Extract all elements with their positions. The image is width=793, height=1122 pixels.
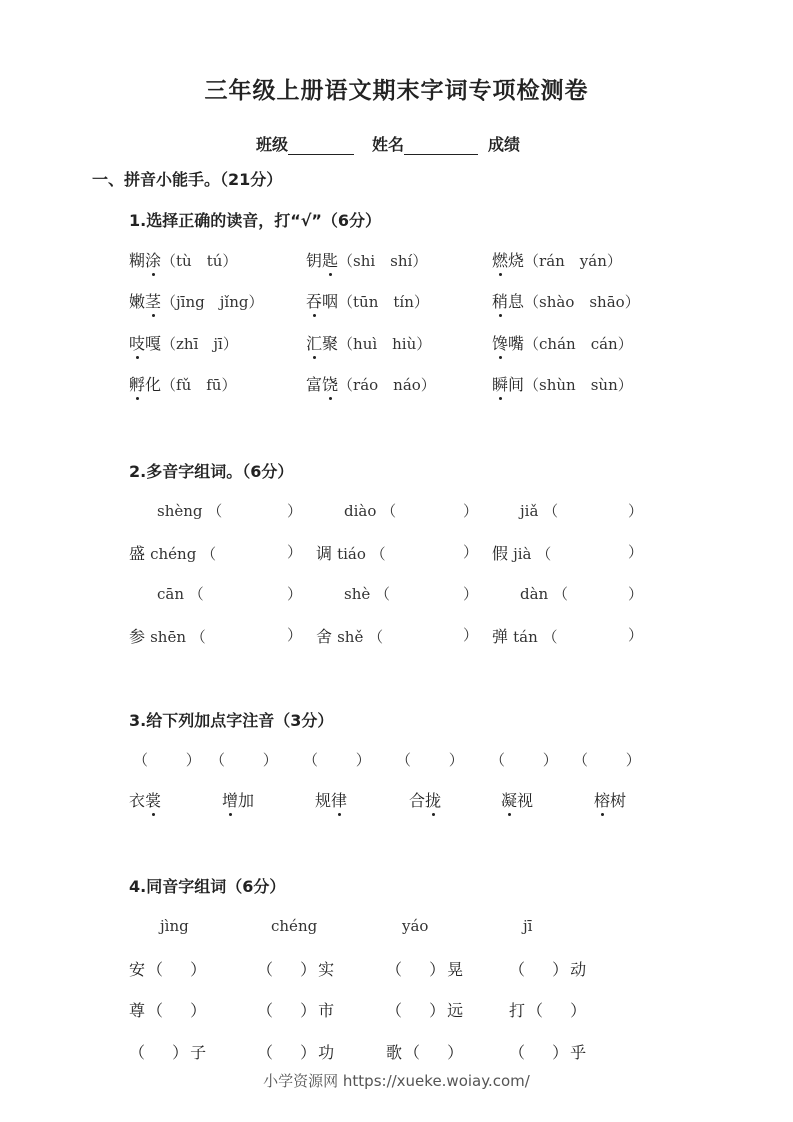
dotted-char: 汇	[306, 331, 322, 354]
answer-blank[interactable]: （ ）	[490, 751, 564, 769]
class-label: 班级	[256, 135, 289, 154]
word	[222, 791, 254, 810]
homophone-blank[interactable]: （ ）乎	[509, 1043, 589, 1062]
q2-heading: 2.多音字组词。（6分）	[129, 462, 294, 481]
char: 合	[409, 791, 426, 810]
char: 钥	[306, 251, 323, 270]
close-paren: ）	[287, 543, 303, 561]
pinyin-options[interactable]: （fǔ fū）	[161, 376, 237, 394]
pinyin: tán （	[513, 628, 558, 646]
pronunciation-item[interactable]	[306, 248, 427, 271]
dotted-char: 饶	[322, 372, 338, 395]
char: 富	[306, 375, 323, 394]
dotted-char: 增	[222, 788, 238, 811]
pronunciation-item[interactable]	[129, 372, 236, 395]
homophone-blank[interactable]: 打（ ）	[509, 1001, 589, 1020]
word	[594, 791, 626, 810]
pinyin-options[interactable]: （huì hiù）	[338, 335, 432, 353]
word	[492, 334, 524, 353]
polyphone-char: 舍	[316, 627, 338, 646]
q1-heading: 1.选择正确的读音，打“√”（6分）	[129, 211, 382, 230]
pinyin: tiáo （	[337, 545, 386, 563]
char: 嘎	[145, 334, 162, 353]
polyphone-char: 弹	[492, 627, 514, 646]
char: 烧	[508, 251, 525, 270]
homophone-pinyin: jī	[523, 917, 533, 935]
name-blank[interactable]	[404, 138, 478, 155]
close-paren: ）	[287, 502, 303, 520]
name-label: 姓名	[372, 135, 405, 154]
polyphone-reading[interactable]	[492, 624, 558, 647]
close-paren: ）	[287, 626, 303, 644]
pinyin: shèng （	[157, 502, 223, 520]
pinyin-options[interactable]: （zhī jī）	[161, 335, 238, 353]
dotted-char: 律	[331, 788, 347, 811]
dotted-word	[594, 788, 626, 811]
class-blank[interactable]	[288, 138, 354, 155]
polyphone-reading[interactable]	[316, 541, 386, 564]
dotted-char: 馋	[492, 331, 508, 354]
homophone-pinyin: jìng	[160, 917, 189, 935]
homophone-pinyin: chéng	[271, 917, 318, 935]
char: 咽	[322, 292, 339, 311]
dotted-char: 孵	[129, 372, 145, 395]
section-1-heading: 一、拼音小能手。（21分）	[92, 170, 283, 189]
homophone-blank[interactable]: （ ）市	[257, 1001, 337, 1020]
dotted-char: 吱	[129, 331, 145, 354]
dotted-word	[315, 788, 347, 811]
word	[129, 251, 161, 270]
char: 聚	[322, 334, 339, 353]
char: 衣	[129, 791, 146, 810]
dotted-char: 吞	[306, 289, 322, 312]
q4-heading: 4.同音字组词（6分）	[129, 877, 286, 896]
pronunciation-item[interactable]	[306, 372, 436, 395]
page-title: 三年级上册语文期末字词专项检测卷	[204, 78, 589, 104]
score-label: 成绩	[488, 135, 521, 154]
student-info-line	[256, 132, 520, 155]
polyphone-reading[interactable]	[129, 541, 216, 564]
q3-heading: 3.给下列加点字注音（3分）	[129, 711, 334, 730]
pinyin-options[interactable]: （ráo náo）	[338, 376, 436, 394]
close-paren: ）	[628, 585, 644, 603]
pinyin-options[interactable]: （tù tú）	[161, 252, 238, 270]
pinyin: shè （	[344, 585, 391, 603]
polyphone-char: 假	[492, 544, 514, 563]
word	[129, 791, 161, 810]
word	[492, 375, 524, 394]
pronunciation-item[interactable]	[492, 331, 633, 354]
footer-watermark: 小学资源网 https://xueke.woiay.com/	[263, 1072, 530, 1090]
dotted-char: 涂	[145, 248, 161, 271]
close-paren: ）	[463, 585, 479, 603]
pinyin: diào （	[344, 502, 397, 520]
dotted-char: 燃	[492, 248, 508, 271]
char: 间	[508, 375, 525, 394]
pinyin-options[interactable]: （shào shāo）	[524, 293, 640, 311]
word	[306, 251, 338, 270]
polyphone-reading[interactable]	[520, 583, 568, 604]
homophone-blank[interactable]: （ ）动	[509, 960, 589, 979]
word	[501, 791, 533, 810]
answer-blank[interactable]: （ ）	[303, 751, 377, 769]
dotted-word	[129, 788, 161, 811]
polyphone-reading[interactable]	[316, 624, 383, 647]
pinyin: chéng （	[150, 545, 217, 563]
pinyin: jià （	[513, 545, 552, 563]
close-paren: ）	[463, 626, 479, 644]
answer-blank[interactable]: （ ）	[210, 751, 284, 769]
pronunciation-item[interactable]	[492, 248, 622, 271]
dotted-word	[222, 788, 254, 811]
pinyin: jiǎ （	[520, 502, 559, 520]
pinyin: cān （	[157, 585, 204, 603]
pinyin-options[interactable]: （shi shí）	[338, 252, 428, 270]
polyphone-reading[interactable]	[520, 500, 558, 521]
pronunciation-item[interactable]	[129, 289, 263, 312]
char: 嫩	[129, 292, 146, 311]
homophone-pinyin: yáo	[402, 917, 429, 935]
word	[409, 791, 441, 810]
polyphone-reading[interactable]	[344, 500, 396, 521]
char: 规	[315, 791, 332, 810]
pinyin: shēn （	[150, 628, 206, 646]
homophone-blank[interactable]: （ ）功	[257, 1043, 337, 1062]
dotted-char: 茎	[145, 289, 161, 312]
close-paren: ）	[628, 626, 644, 644]
pronunciation-item[interactable]	[306, 331, 431, 354]
word	[129, 334, 161, 353]
dotted-char: 瞬	[492, 372, 508, 395]
homophone-blank[interactable]: 安（ ）	[129, 960, 209, 979]
pronunciation-item[interactable]	[492, 372, 633, 395]
dotted-char: 稍	[492, 289, 508, 312]
dotted-char: 匙	[322, 248, 338, 271]
char: 树	[610, 791, 627, 810]
homophone-blank[interactable]: （ ）晃	[386, 960, 466, 979]
char: 息	[508, 292, 525, 311]
polyphone-reading[interactable]	[157, 500, 222, 521]
char: 加	[238, 791, 255, 810]
answer-blank[interactable]: （ ）	[396, 751, 470, 769]
word	[129, 375, 161, 394]
pinyin: shě （	[337, 628, 384, 646]
pronunciation-item[interactable]	[492, 289, 640, 312]
polyphone-char: 盛	[129, 544, 151, 563]
polyphone-reading[interactable]	[492, 541, 551, 564]
pronunciation-item[interactable]	[129, 248, 237, 271]
pinyin-options[interactable]: （chán cán）	[524, 335, 633, 353]
dotted-word	[409, 788, 441, 811]
word	[306, 375, 338, 394]
dotted-word	[501, 788, 533, 811]
pinyin-options[interactable]: （rán yán）	[524, 252, 622, 270]
dotted-char: 凝	[501, 788, 517, 811]
char: 视	[517, 791, 534, 810]
word	[129, 292, 161, 311]
pinyin-options[interactable]: （jīng jǐng）	[161, 293, 264, 311]
close-paren: ）	[463, 543, 479, 561]
polyphone-char: 参	[129, 627, 151, 646]
pronunciation-item[interactable]	[129, 331, 238, 354]
homophone-blank[interactable]: 歌（ ）	[386, 1043, 466, 1062]
word	[492, 292, 524, 311]
char: 嘴	[508, 334, 525, 353]
homophone-blank[interactable]: （ ）子	[129, 1043, 209, 1062]
dotted-char: 榕	[594, 788, 610, 811]
word	[306, 334, 338, 353]
homophone-blank[interactable]: （ ）实	[257, 960, 337, 979]
polyphone-reading[interactable]	[129, 624, 206, 647]
char: 糊	[129, 251, 146, 270]
answer-blank[interactable]: （ ）	[133, 751, 207, 769]
polyphone-char: 调	[316, 544, 338, 563]
polyphone-reading[interactable]	[344, 583, 390, 604]
word	[492, 251, 524, 270]
close-paren: ）	[628, 543, 644, 561]
close-paren: ）	[628, 502, 644, 520]
pronunciation-item[interactable]	[306, 289, 429, 312]
polyphone-reading[interactable]	[157, 583, 204, 604]
homophone-blank[interactable]: （ ）远	[386, 1001, 466, 1020]
pinyin: dàn （	[520, 585, 568, 603]
close-paren: ）	[463, 502, 479, 520]
dotted-char: 裳	[145, 788, 161, 811]
pinyin-options[interactable]: （tūn tín）	[338, 293, 429, 311]
close-paren: ）	[287, 585, 303, 603]
dotted-char: 拢	[425, 788, 441, 811]
pinyin-options[interactable]: （shùn sùn）	[524, 376, 633, 394]
word	[315, 791, 347, 810]
char: 化	[145, 375, 162, 394]
homophone-blank[interactable]: 尊（ ）	[129, 1001, 209, 1020]
answer-blank[interactable]: （ ）	[573, 751, 647, 769]
word	[306, 292, 338, 311]
